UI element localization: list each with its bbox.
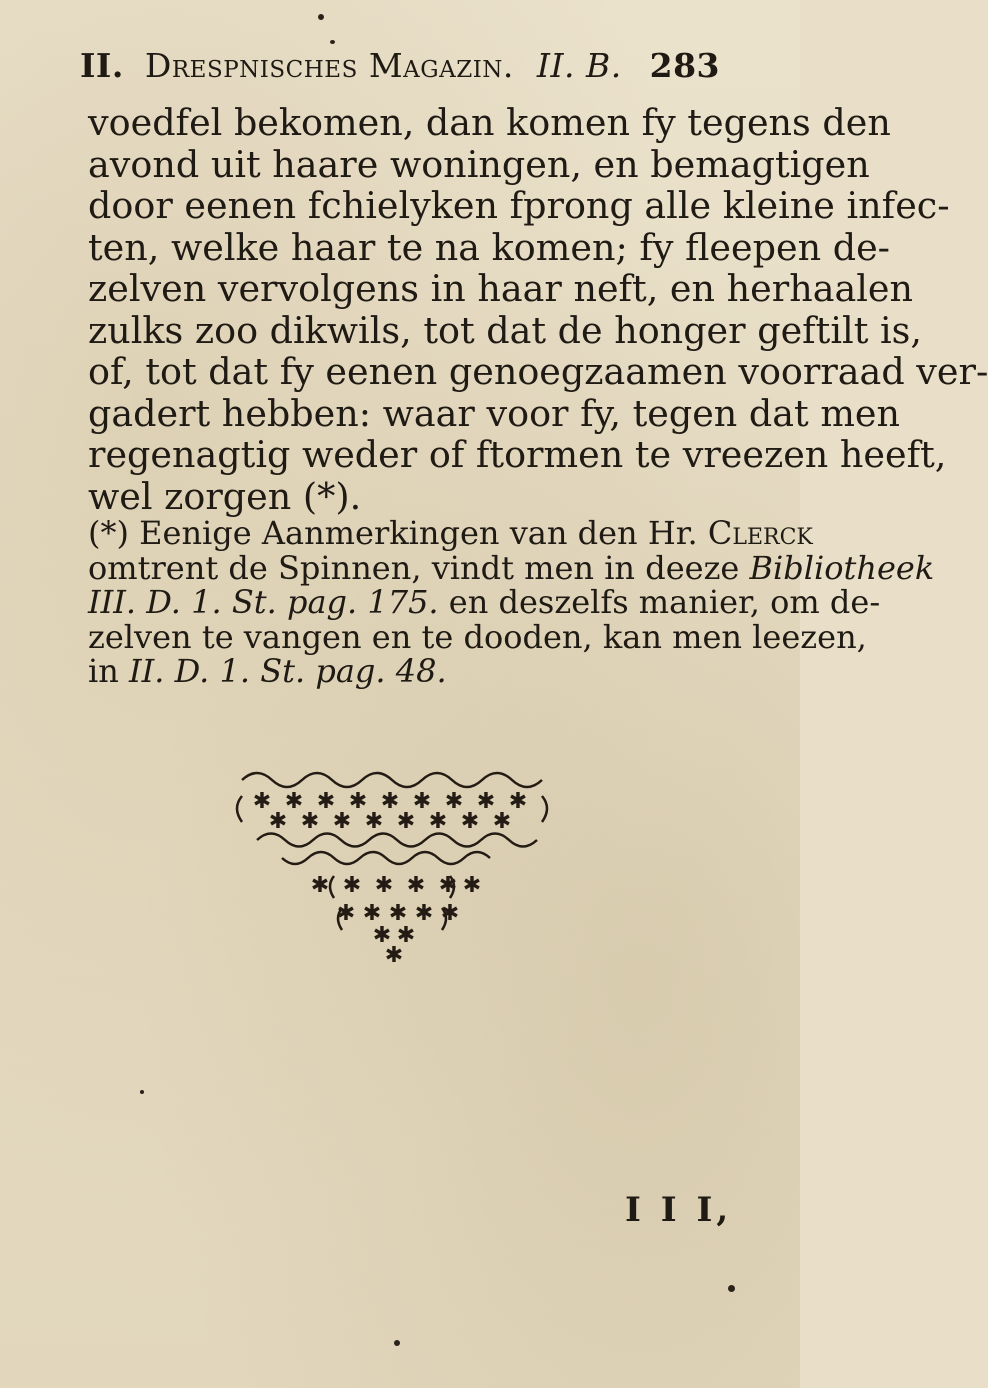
svg-text:✱: ✱	[462, 873, 482, 898]
footnote-reference: III. D. 1. St. pag. 175.	[88, 583, 439, 621]
running-header	[80, 46, 720, 85]
svg-text:✱: ✱	[310, 873, 330, 898]
footnote-author: Clerck	[707, 514, 813, 552]
footnote-line	[88, 548, 935, 587]
svg-text:✱: ✱	[388, 901, 408, 926]
bracket-left-small	[330, 876, 334, 898]
svg-text:✱: ✱	[342, 873, 362, 898]
ink-speck	[318, 14, 324, 20]
svg-text:✱: ✱	[440, 901, 460, 926]
text-line: wel zorgen (*).	[88, 474, 362, 518]
svg-text:✱: ✱	[336, 901, 356, 926]
svg-text:✱: ✱	[284, 789, 304, 814]
svg-text:✱: ✱	[332, 809, 352, 834]
svg-text:✱: ✱	[438, 873, 458, 898]
footnote-line	[88, 583, 881, 621]
footnote-line: zelven te vangen en te dooden, kan men leezen,	[88, 617, 867, 656]
footnote-reference: II. D. 1. St. pag. 48.	[129, 652, 447, 690]
svg-text:✱: ✱	[406, 873, 426, 898]
svg-text:✱: ✱	[414, 901, 434, 926]
footnote-line	[88, 514, 813, 552]
header-section-number: II.	[80, 46, 124, 85]
svg-text:✱: ✱	[364, 809, 384, 834]
header-title: Drespnisches Magazin.	[144, 46, 514, 85]
ink-speck	[728, 1285, 735, 1292]
footnote-marker: (*)	[88, 514, 129, 552]
garland-row-1	[242, 773, 542, 787]
text-line: voedfel bekomen, dan komen fy tegens den	[88, 101, 891, 144]
page-number: 283	[649, 46, 720, 85]
svg-text:✱: ✱	[374, 873, 394, 898]
svg-text:✱: ✱	[252, 789, 272, 814]
typographic-ornament	[222, 758, 562, 968]
svg-text:✱: ✱	[476, 789, 496, 814]
svg-text:✱: ✱	[384, 943, 404, 968]
text-line: gadert hebben: waar voor fy, tegen dat men	[88, 391, 901, 435]
garland-row-3	[282, 852, 490, 864]
svg-text:✱: ✱	[396, 809, 416, 834]
footnote-text: omtrent de Spinnen, vindt men in deeze	[88, 548, 740, 587]
svg-text:✱: ✱	[460, 809, 480, 834]
svg-text:✱: ✱	[412, 789, 432, 814]
footnote-text: in	[88, 652, 119, 690]
ink-speck	[140, 1090, 144, 1094]
svg-text:✱: ✱	[444, 789, 464, 814]
svg-text:✱: ✱	[380, 789, 400, 814]
svg-text:✱: ✱	[372, 923, 392, 948]
svg-text:✱: ✱	[362, 901, 382, 926]
bracket-right	[542, 796, 547, 822]
text-line: zelven vervolgens in haar neft, en herhaalen	[88, 267, 914, 310]
text-line: zulks zoo dikwils, tot dat de honger geftilt is,	[88, 308, 922, 352]
garland-row-2	[257, 834, 537, 847]
text-line: of, tot dat fy eenen genoegzaamen voorraad ver-	[88, 350, 988, 393]
footnote	[88, 514, 935, 690]
svg-text:✱: ✱	[348, 789, 368, 814]
text-line: door eenen fchielyken fprong alle kleine infec-	[88, 184, 950, 227]
svg-text:✱: ✱	[492, 809, 512, 834]
bracket-left	[237, 796, 242, 822]
svg-text:✱: ✱	[268, 809, 288, 834]
text-line: ten, welke haar te na komen; fy fleepen de-	[88, 225, 891, 269]
main-paragraph	[88, 101, 988, 518]
svg-text:✱: ✱	[508, 789, 528, 814]
svg-text:✱: ✱	[316, 789, 336, 814]
signature-mark: I I I,	[625, 1190, 733, 1230]
text-line: regenagtig weder of ftormen te vreezen heeft,	[88, 433, 947, 476]
footnote-intro: Eenige Aanmerkingen van den Hr.	[139, 514, 698, 552]
ink-speck	[330, 40, 335, 44]
header-volume: II. B.	[536, 46, 622, 85]
text-line: avond uit haare woningen, en bemagtigen	[88, 142, 870, 186]
footnote-line	[88, 654, 720, 689]
svg-text:✱: ✱	[396, 923, 416, 948]
svg-text:✱: ✱	[300, 809, 320, 834]
footnote-reference: Bibliotheek	[749, 548, 935, 587]
ink-speck	[394, 1340, 400, 1346]
footnote-text: en deszelfs manier, om de-	[448, 583, 881, 621]
svg-text:✱: ✱	[428, 809, 448, 834]
